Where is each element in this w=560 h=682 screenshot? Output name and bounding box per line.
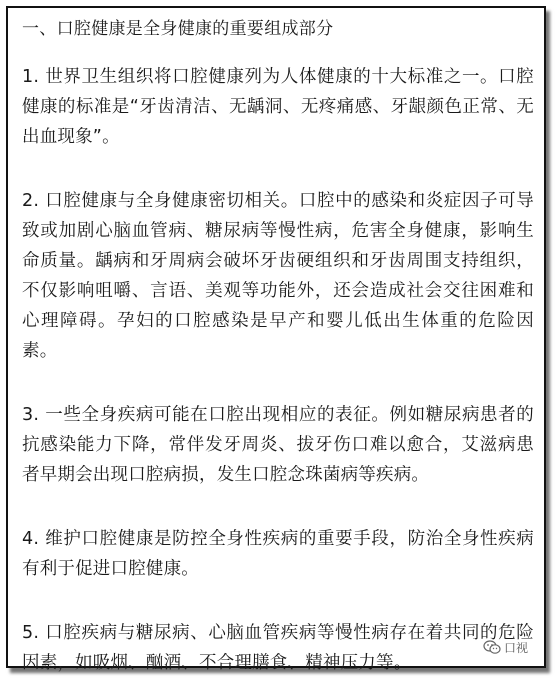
paragraph-1: 1. 世界卫生组织将口腔健康列为人体健康的十大标准之一。口腔健康的标准是“牙齿清洁、无龋洞、无疼痛感、牙龈颜色正常、无出血现象”。 [22, 67, 534, 147]
document-frame [6, 6, 546, 673]
paragraph-3: 3. 一些全身疾病可能在口腔出现相应的表征。例如糖尿病患者的抗感染能力下降，常伴发牙周炎、拔牙伤口难以愈合，艾滋病患者早期会出现口腔病损，发生口腔念珠菌病等疾病。 [22, 405, 534, 485]
paragraph-2: 2. 口腔健康与全身健康密切相关。口腔中的感染和炎症因子可导致或加剧心脑血管病、糖尿病等慢性病，危害全身健康，影响生命质量。龋病和牙周病会破坏牙齿硬组织和牙齿周围支持组织，不仅影响咀嚼、言语、美观等功能外，还会造成社会交往困难和心理障碍。孕妇的口腔感染是早产和婴儿低出生体重的危险因素。 [22, 191, 534, 361]
document-content [22, 16, 534, 678]
watermark-text: 口视 [503, 641, 528, 655]
paragraph-5: 5. 口腔疾病与糖尿病、心脑血管疾病等慢性病存在着共同的危险因素，如吸烟、酗酒、不合理膳食、精神压力等。 [22, 623, 534, 673]
watermark [483, 639, 528, 656]
section-heading: 一、口腔健康是全身健康的重要组成部分 [22, 19, 334, 39]
wechat-icon [483, 640, 501, 655]
paragraph-4: 4. 维护口腔健康是防控全身性疾病的重要手段，防治全身性疾病有利于促进口腔健康。 [22, 529, 534, 579]
